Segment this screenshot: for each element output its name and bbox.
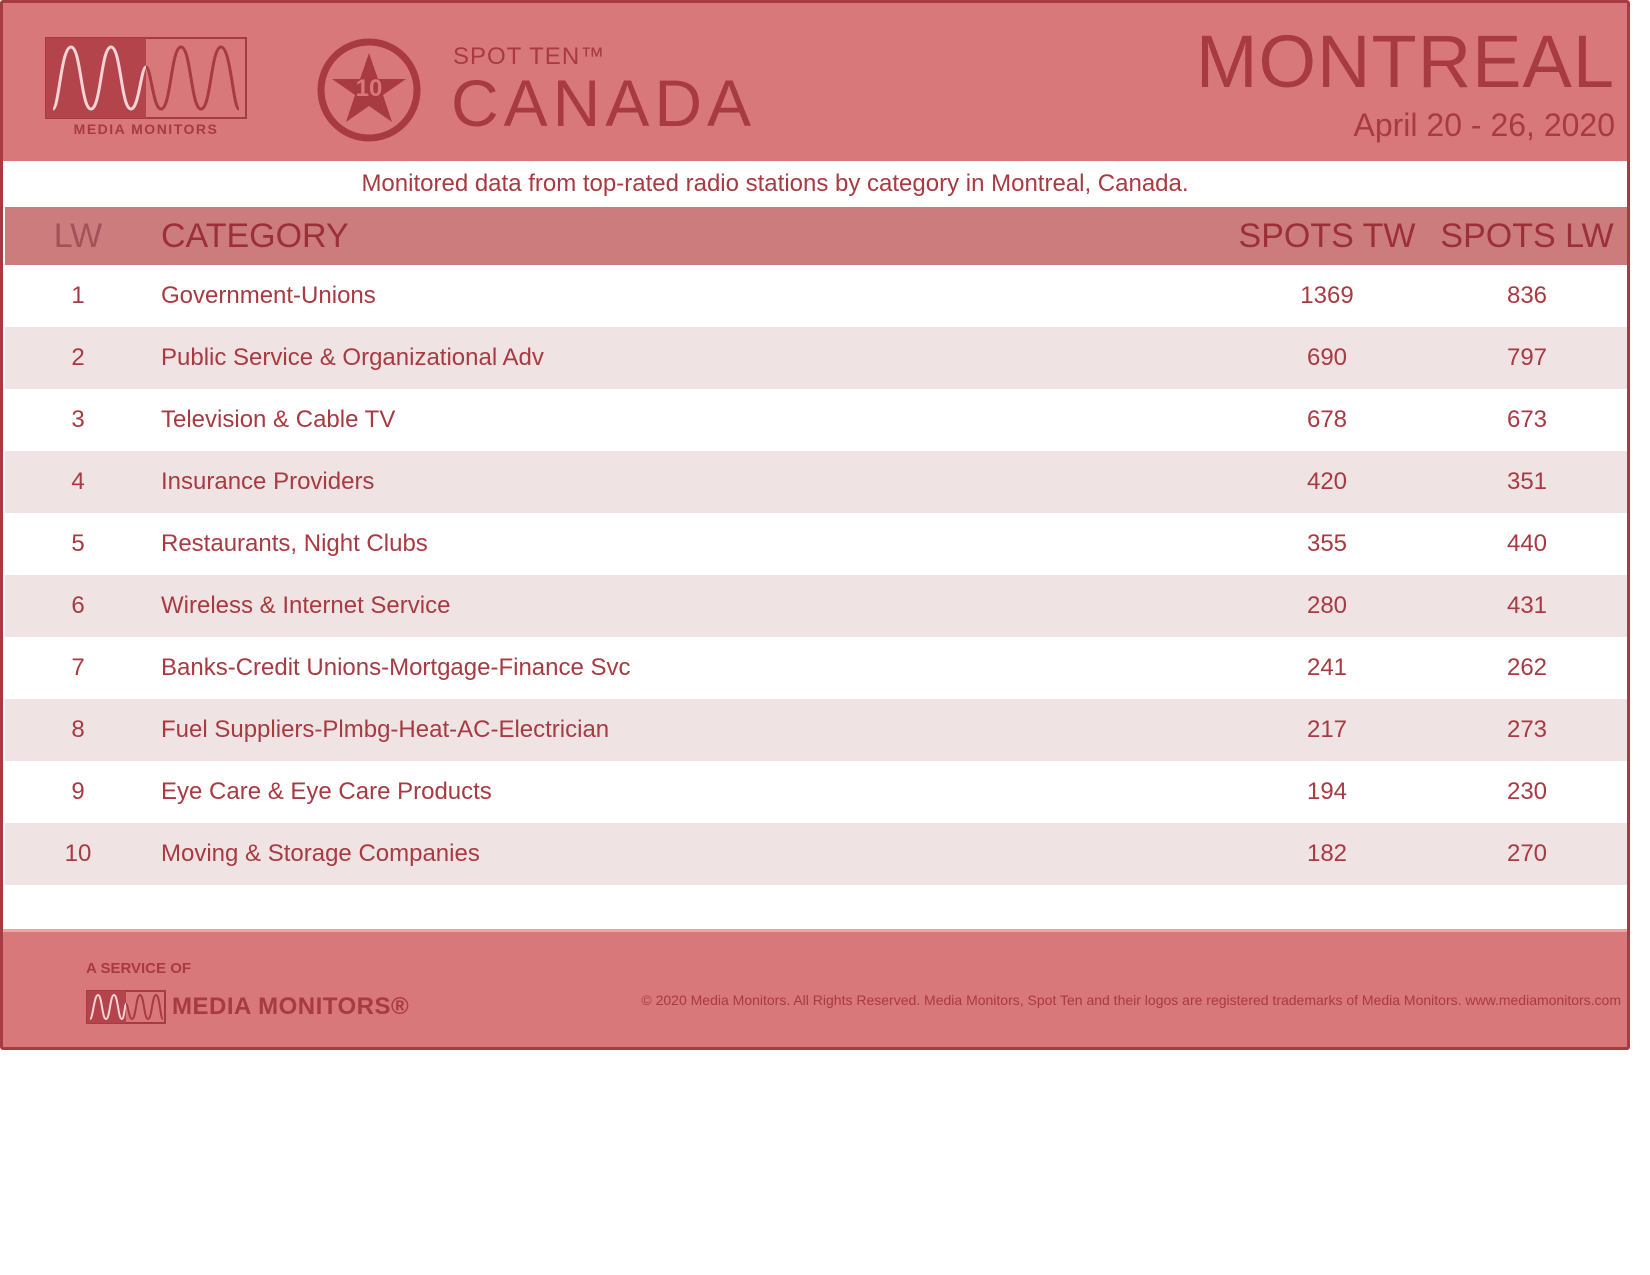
spot-ten-label: SPOT TEN™ xyxy=(453,43,606,70)
spots-lw-cell: 270 xyxy=(1506,840,1548,867)
spots-tw-cell: 355 xyxy=(1306,530,1348,557)
emblem-number: 10 xyxy=(355,75,383,102)
column-header-category: CATEGORY xyxy=(161,216,349,255)
table-row xyxy=(5,451,1627,513)
table-header-row xyxy=(5,207,1627,265)
table-row xyxy=(5,823,1627,885)
column-header-lw: LW xyxy=(53,216,103,255)
report-subtitle: Monitored data from top-rated radio stations by category in Montreal, Canada. xyxy=(361,170,1189,197)
column-header-spots-tw: SPOTS TW xyxy=(1238,216,1416,255)
rank-cell: 6 xyxy=(71,592,85,619)
rank-cell: 9 xyxy=(71,778,85,805)
service-of-label: A SERVICE OF xyxy=(86,960,192,977)
rank-cell: 2 xyxy=(71,344,85,371)
spots-tw-cell: 1369 xyxy=(1300,282,1354,309)
rank-cell: 5 xyxy=(71,530,85,557)
category-cell: Moving & Storage Companies xyxy=(161,840,480,867)
waveform-logo-icon xyxy=(45,37,247,119)
report-header xyxy=(3,3,1627,161)
copyright-notice: © 2020 Media Monitors. All Rights Reserved. Media Monitors, Spot Ten and their logos are registered trademarks of Media Monitors. www.mediamonitors.com xyxy=(641,992,1621,1008)
spots-tw-cell: 280 xyxy=(1306,592,1348,619)
spots-lw-cell: 230 xyxy=(1506,778,1548,805)
waveform-logo-icon xyxy=(86,990,166,1024)
rank-cell: 3 xyxy=(71,406,85,433)
rank-cell: 8 xyxy=(71,716,85,743)
category-cell: Insurance Providers xyxy=(161,468,375,495)
spots-tw-cell: 194 xyxy=(1306,778,1348,805)
spots-tw-cell: 678 xyxy=(1306,406,1348,433)
rank-cell: 1 xyxy=(71,282,85,309)
table-row xyxy=(5,761,1627,823)
table-row xyxy=(5,637,1627,699)
rank-cell: 10 xyxy=(64,840,92,867)
table-row xyxy=(5,327,1627,389)
category-cell: Television & Cable TV xyxy=(161,406,396,433)
category-cell: Fuel Suppliers-Plmbg-Heat-AC-Electrician xyxy=(161,716,610,743)
category-cell: Public Service & Organizational Adv xyxy=(161,344,544,371)
spots-tw-cell: 420 xyxy=(1306,468,1348,495)
category-cell: Wireless & Internet Service xyxy=(161,592,451,619)
rank-cell: 4 xyxy=(71,468,85,495)
date-range: April 20 - 26, 2020 xyxy=(1353,107,1615,143)
spots-lw-cell: 797 xyxy=(1506,344,1548,371)
category-cell: Government-Unions xyxy=(161,282,376,309)
spots-lw-cell: 431 xyxy=(1506,592,1548,619)
spots-lw-cell: 673 xyxy=(1506,406,1548,433)
footer-media-monitors-logo xyxy=(86,990,409,1024)
country-title: CANADA xyxy=(451,66,757,140)
spots-tw-cell: 217 xyxy=(1306,716,1348,743)
table-row xyxy=(5,699,1627,761)
category-cell: Eye Care & Eye Care Products xyxy=(161,778,492,805)
category-cell: Banks-Credit Unions-Mortgage-Finance Svc xyxy=(161,654,631,681)
spots-tw-cell: 690 xyxy=(1306,344,1348,371)
spot-ten-star-icon xyxy=(316,37,422,143)
logo-wordmark: MEDIA MONITORS xyxy=(73,121,219,137)
spots-lw-cell: 273 xyxy=(1506,716,1548,743)
report-footer xyxy=(3,929,1627,1050)
spots-lw-cell: 440 xyxy=(1506,530,1548,557)
spots-lw-cell: 351 xyxy=(1506,468,1548,495)
table-row xyxy=(5,513,1627,575)
table-row xyxy=(5,575,1627,637)
spots-tw-cell: 182 xyxy=(1306,840,1348,867)
column-header-spots-lw: SPOTS LW xyxy=(1440,216,1614,255)
spots-lw-cell: 262 xyxy=(1506,654,1548,681)
footer-logo-wordmark: MEDIA MONITORS® xyxy=(172,993,410,1020)
category-table xyxy=(5,207,1627,885)
city-title: MONTREAL xyxy=(1195,20,1615,103)
category-cell: Restaurants, Night Clubs xyxy=(161,530,428,557)
media-monitors-logo xyxy=(45,37,247,137)
table-row xyxy=(5,265,1627,327)
spots-tw-cell: 241 xyxy=(1306,654,1348,681)
table-row xyxy=(5,389,1627,451)
rank-cell: 7 xyxy=(71,654,85,681)
spots-lw-cell: 836 xyxy=(1506,282,1548,309)
